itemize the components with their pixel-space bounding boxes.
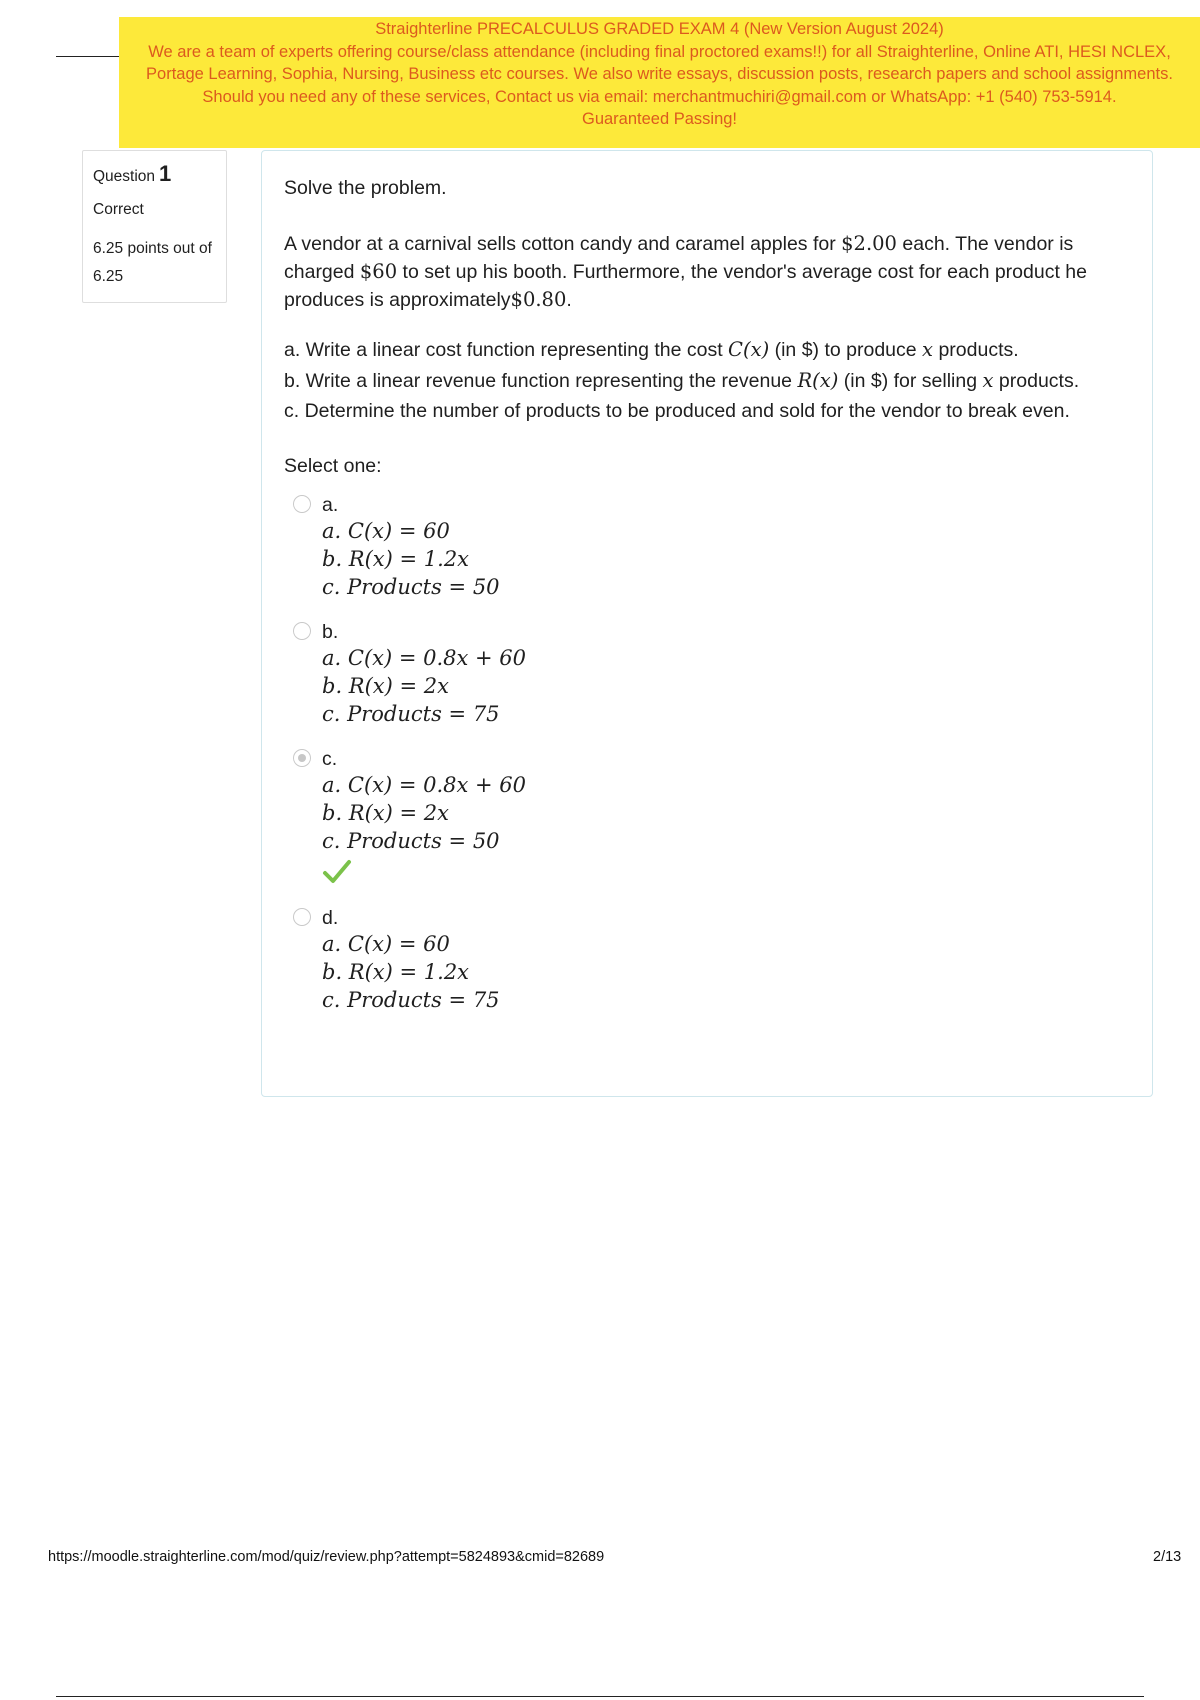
stem-text-4: .	[566, 289, 572, 311]
banner-message: We are a team of experts offering course/class attendance (including final proctored exams!!) for all Straighterline, Online ATI, HESI NCLEX, Portage Learning, Sophia, Nursing, Business etc courses. We also write essays, discussion posts, research papers and school assignments. Should you need any of these services, Contact us via email: merchantmuchiri@gmail.com or WhatsApp: +1 (540) 753-5914.	[146, 42, 1173, 106]
radio-option-b[interactable]	[293, 622, 311, 640]
option-letter: c.	[322, 748, 338, 770]
part-b-function: R(x)	[797, 369, 839, 392]
promo-banner	[119, 17, 1200, 148]
option-line-c: c. Products = 50	[322, 575, 500, 599]
radio-option-c-selected[interactable]	[293, 749, 311, 767]
stem-text-1: A vendor at a carnival sells cotton candy and caramel apples for	[284, 233, 842, 255]
option-line-b: b. R(x) = 1.2x	[322, 547, 470, 571]
stem-average-cost: $0.80	[510, 288, 567, 311]
question-label-row	[93, 161, 216, 187]
question-state: Correct	[93, 201, 144, 218]
question-number: 1	[159, 161, 172, 186]
answer-option-d[interactable]	[284, 903, 1130, 1014]
part-b-text-1: b. Write a linear revenue function representing the revenue	[284, 370, 798, 392]
part-a-text-1: a. Write a linear cost function representing the cost	[284, 339, 729, 361]
option-letter: b.	[322, 621, 339, 643]
bottom-rule	[56, 1696, 1144, 1697]
option-line-b: b. R(x) = 1.2x	[322, 960, 470, 984]
option-line-a: a. C(x) = 0.8x + 60	[322, 773, 527, 797]
question-label: Question	[93, 168, 156, 185]
footer-url: https://moodle.straighterline.com/mod/quiz/review.php?attempt=5824893&cmid=82689	[48, 1549, 605, 1565]
part-b-variable: x	[982, 369, 994, 392]
option-line-a: a. C(x) = 60	[322, 932, 450, 956]
answer-option-b[interactable]	[284, 617, 1130, 728]
radio-option-a[interactable]	[293, 495, 311, 513]
question-part-a	[284, 336, 1130, 364]
part-a-variable: x	[922, 338, 934, 361]
checkmark-icon	[322, 857, 352, 887]
banner-title: Straighterline PRECALCULUS GRADED EXAM 4 (New Version August 2024)	[375, 20, 944, 38]
option-line-c: c. Products = 50	[322, 829, 500, 853]
question-content	[261, 150, 1153, 1097]
option-line-a: a. C(x) = 60	[322, 519, 450, 543]
question-instruction: Solve the problem.	[284, 177, 447, 199]
answer-option-c[interactable]	[284, 744, 1130, 887]
part-a-text-2: (in $) to produce	[769, 339, 923, 361]
banner-tagline: Guaranteed Passing!	[581, 110, 738, 128]
question-grade: 6.25 points out of 6.25	[93, 240, 212, 285]
select-one-prompt: Select one:	[284, 455, 382, 477]
option-line-a: a. C(x) = 0.8x + 60	[322, 646, 527, 670]
stem-setup-fee: $60	[359, 260, 398, 283]
question-part-b	[284, 367, 1130, 395]
option-letter: d.	[322, 907, 339, 929]
question-part-c: c. Determine the number of products to be produced and sold for the vendor to break even.	[284, 400, 1070, 422]
option-line-b: b. R(x) = 2x	[322, 801, 449, 825]
question-stem	[284, 230, 1130, 314]
answer-option-a[interactable]	[284, 490, 1130, 601]
option-line-b: b. R(x) = 2x	[322, 674, 449, 698]
answer-options	[284, 490, 1130, 1014]
part-b-text-2: (in $) for selling	[838, 370, 983, 392]
stem-text-3: to set up his booth. Furthermore, the vendor's average cost for each product he produces is approximately	[284, 261, 1087, 311]
option-line-c: c. Products = 75	[322, 702, 500, 726]
radio-option-d[interactable]	[293, 908, 311, 926]
part-b-text-3: products.	[993, 370, 1080, 392]
option-line-c: c. Products = 75	[322, 988, 500, 1012]
stem-price: $2.00	[841, 232, 897, 255]
stem-text-2: each. The vendor is charged	[284, 233, 1074, 283]
top-rule	[56, 56, 121, 57]
option-letter: a.	[322, 494, 339, 516]
part-a-text-3: products.	[933, 339, 1019, 361]
part-a-function: C(x)	[728, 338, 770, 361]
question-info-box	[82, 150, 227, 303]
footer-page-number: 2/13	[1153, 1549, 1182, 1565]
